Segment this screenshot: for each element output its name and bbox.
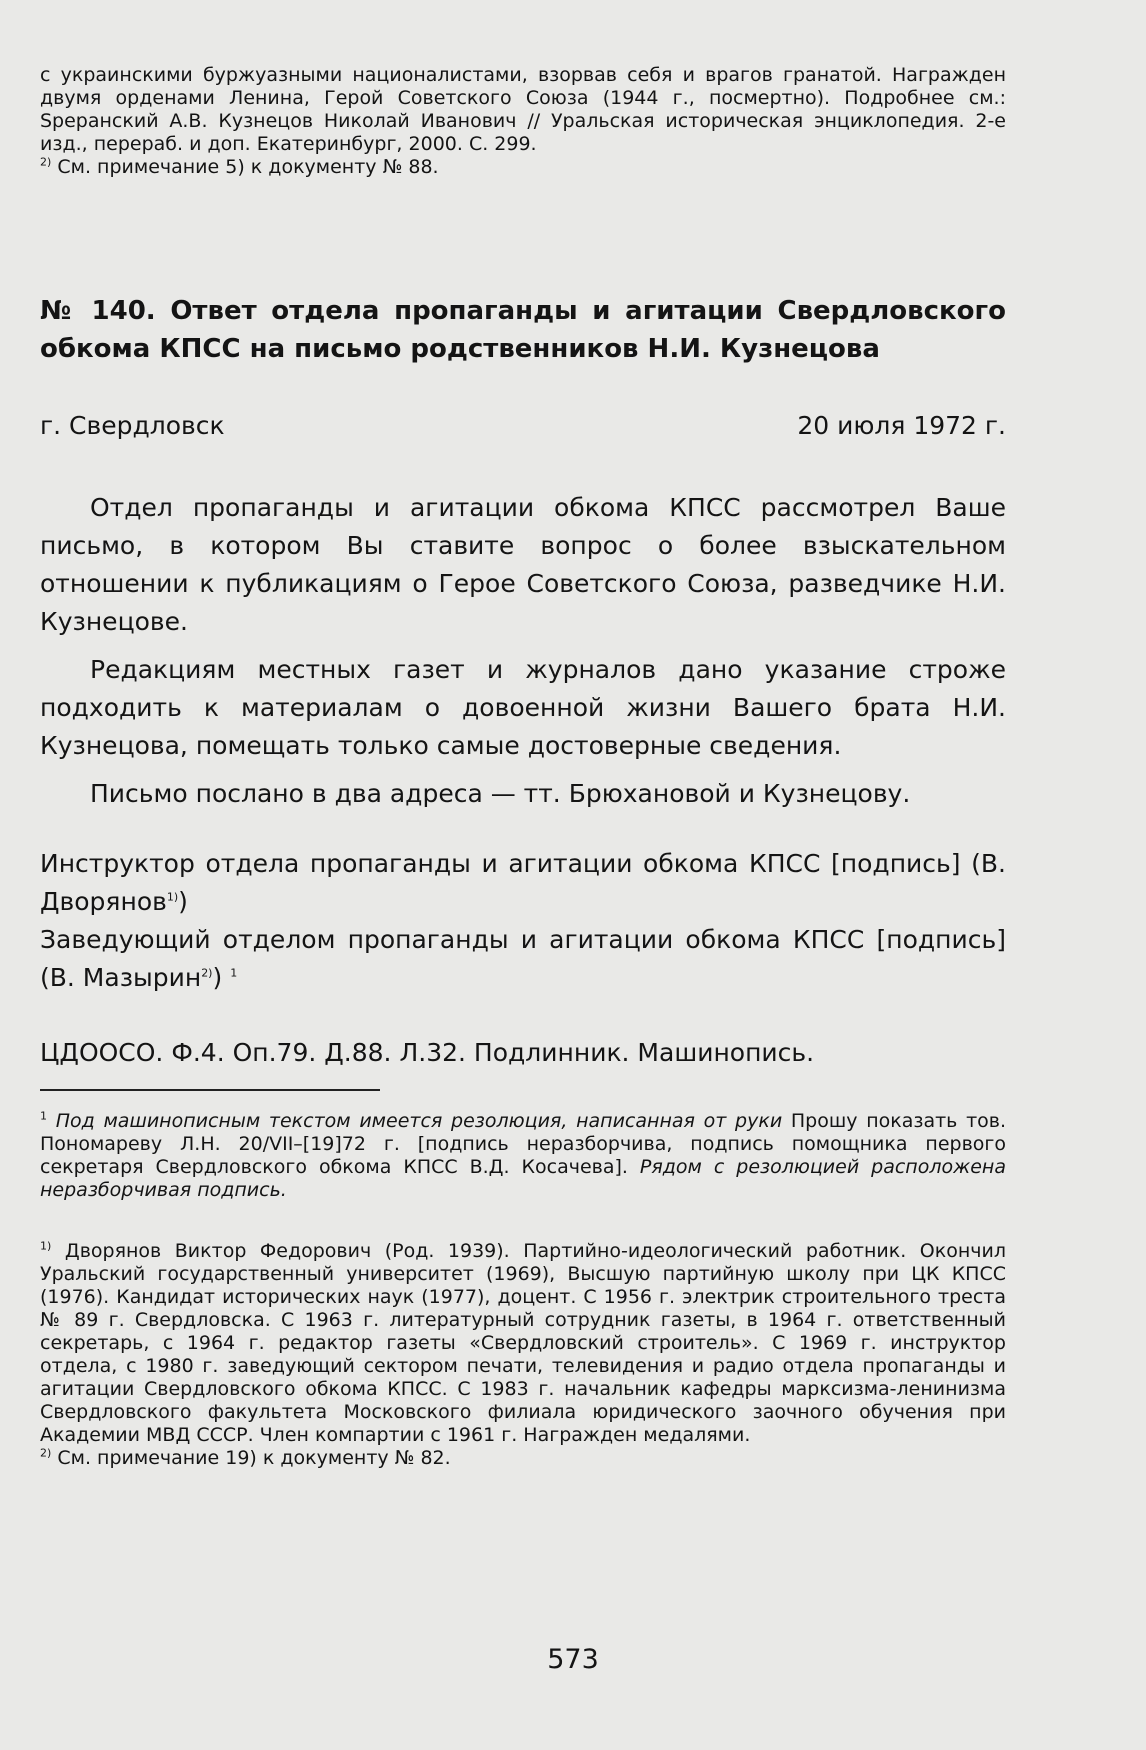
document-heading [40,292,1006,368]
footnote-ref: 1 [230,966,238,980]
footnote-paragraph [40,1110,1006,1202]
carryover-footnote-2 [40,156,1006,179]
footnote-italic: Рядом с резолюцией расположена неразборчивая подпись. [40,1156,1006,1201]
document-body [40,489,1006,823]
footnote-mark: 2) [40,155,52,169]
signature-close: ) [212,963,223,992]
body-paragraph: Письмо послано в два адреса — тт. Брюхановой и Кузнецову. [90,779,911,808]
signature-head [40,921,1006,997]
signatures [40,845,1006,997]
signature-text: Инструктор отдела пропаганды и агитации обкома КПСС [подпись] (В. Дворянов [40,849,1006,916]
footnote-mark: 2) [40,1446,52,1460]
signature-text: Заведующий отделом пропаганды и агитации обкома КПСС [подпись] (В. Мазырин [40,925,1006,992]
footnote-paragraph [40,1447,1006,1470]
archive-reference: ЦДООСО. Ф.4. Оп.79. Д.88. Л.32. Подлинник. Машинопись. [40,1038,815,1067]
footnote-divider [40,1089,380,1091]
carryover-footnote-text: с украинскими буржуазными националистами, взорвав себя и врагов гранатой. Награжден двумя орденами Ленина, Герой Советского Союза (1944 г., посмертно). Подробнее см.: Speранский А.В. Кузнецов Николай Иванович // Уральская историческая энциклопедия. 2-е изд., перераб. и доп. Екатеринбург, 2000. С. 299. [40,64,1006,155]
footnote-mark: 1) [40,1239,52,1253]
footnote-dvoryanov [40,1240,1006,1470]
footnote-text: Прошу показать тов. Пономареву Л.Н. 20/VII–[19]72 г. [подпись неразборчива, подпись помощника первого секретаря Свердловского обкома КПСС В.Д. Косачева]. [40,1110,1007,1178]
footnote-text: Дворянов Виктор Федорович (Род. 1939). Партийно-идеологический работник. Окончил Уральский государственный университет (1969), Высшую партийную школу при ЦК КПСС (1976). Кандидат исторических наук (1977), доцент. С 1956 г. электрик строительного треста № 89 г. Свердловска. С 1963 г. литературный сотрудник газеты, в 1964 г. ответственный секретарь, с 1964 г. редактор газеты «Свердловский строитель». С 1969 г. инструктор отдела, с 1980 г. заведующий сектором печати, телевидения и радио отдела пропаганды и агитации Свердловского обкома КПСС. С 1983 г. начальник кафедры марксизма-ленинизма Свердловского факультета Московского филиала юридического заочного обучения при Академии МВД СССР. Член компартии с 1961 г. Награжден медалями. [40,1240,1007,1446]
document-title: № 140. Ответ отдела пропаганды и агитации Свердловского обкома КПСС на письмо родственников Н.И. Кузнецова [40,296,1006,364]
footnote-1 [40,1110,1006,1202]
footnote-italic: Под машинописным текстом имеется резолюция, написанная от руки [55,1110,783,1132]
document-place: г. Свердловск [40,411,225,440]
footnote-mark: 1 [40,1109,47,1123]
signature-instructor [40,845,1006,921]
page-number: 573 [547,1644,599,1675]
body-paragraph: Отдел пропаганды и агитации обкома КПСС рассмотрел Ваше письмо, в котором Вы ставите вопрос о более взыскательном отношении к публикациям о Герое Советского Союза, разведчике Н.И. Кузнецове. [40,493,1006,636]
footnote-text: См. примечание 5) к документу № 88. [57,156,439,178]
dateline [40,409,1006,443]
footnote-mark: 1) [166,890,179,904]
footnote-mark: 2) [201,966,213,980]
footnote-paragraph [40,1240,1006,1447]
signature-close: ) [178,887,188,916]
body-paragraph: Редакциям местных газет и журналов дано указание строже подходить к материалам о довоенной жизни Вашего брата Н.И. Кузнецова, помещать только самые достоверные сведения. [40,655,1006,760]
document-date: 20 июля 1972 г. [797,411,1006,440]
carryover-footnotes [40,64,1006,179]
footnote-text: См. примечание 19) к документу № 82. [57,1447,451,1469]
